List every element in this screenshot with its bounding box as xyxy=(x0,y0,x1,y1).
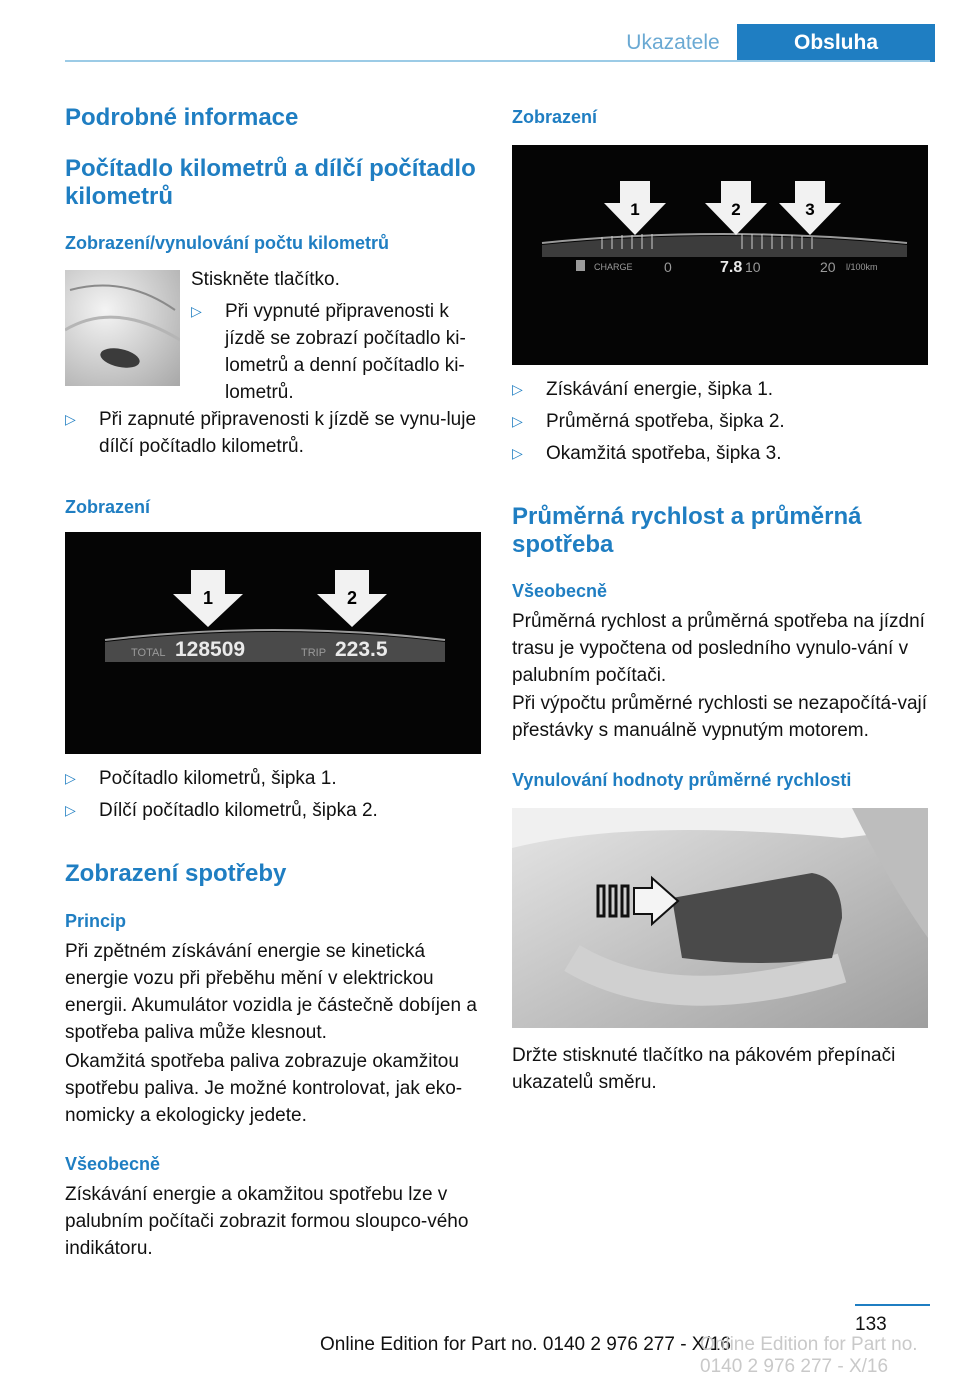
principle-text: Při zpětném získávání energie se kinetická energie vozu při přeběhu mění v elektrickou energii. Akumulátor vozidla je částečně dobíjen a spotřeba paliva může klesnout. xyxy=(65,941,477,1043)
tab-ukazatele[interactable]: Ukazatele xyxy=(626,31,720,54)
average-title: Průměrná rychlost a průměrná spotřeba xyxy=(512,503,862,558)
tab-obsluha[interactable]: Obsluha xyxy=(737,24,935,62)
reset-heading: Zobrazení/vynulování počtu kilometrů xyxy=(65,233,390,253)
fuel-pump-icon xyxy=(576,260,585,271)
odo-total-label: TOTAL xyxy=(131,647,166,659)
tick-0: 0 xyxy=(664,259,672,275)
general-heading-right: Všeobecně xyxy=(512,581,608,601)
principle-heading: Princip xyxy=(65,911,127,931)
odo-arrow-2-label: 2 xyxy=(346,588,358,608)
reset-average-heading: Vynulování hodnoty průměrné rychlosti xyxy=(512,770,852,790)
bullet-triangle-icon: ▷ xyxy=(512,445,523,461)
bullet-triangle-icon: ▷ xyxy=(512,381,523,397)
odometer-display-image xyxy=(65,532,481,754)
cons-arrow-1-label: 1 xyxy=(630,200,640,219)
bullet-ignition-off: ▷ Při vypnuté připravenosti k jízdě se zobrazí počítadlo ki-lometrů a denní počítadlo ki-lometrů. xyxy=(191,298,481,406)
bullet-triangle-icon: ▷ xyxy=(512,413,523,429)
display-heading-left: Zobrazení xyxy=(65,497,151,517)
odo-total-value: 128509 xyxy=(175,638,246,661)
bullet-instant-consumption: ▷ Okamžitá spotřeba, šipka 3. xyxy=(512,440,932,467)
subsection-title: Počítadlo kilometrů a dílčí počítadlo kilometrů xyxy=(65,155,476,210)
odo-trip-value: 223.5 xyxy=(335,638,388,661)
consumption-display-image xyxy=(512,145,928,365)
cons-arrow-2-label: 2 xyxy=(731,200,741,219)
general-text-right: Průměrná rychlost a průměrná spotřeba na jízdní trasu je vypočtena od posledního vynulo-vání v palubním počítači. xyxy=(512,611,925,686)
bullet-energy-recovery: ▷ Získávání energie, šipka 1. xyxy=(512,376,932,403)
cons-arrow-3-label: 3 xyxy=(805,200,815,219)
indicator-lever-image xyxy=(512,808,928,1028)
bullet-odometer: ▷ Počítadlo kilometrů, šipka 1. xyxy=(65,765,485,792)
tick-10: 10 xyxy=(745,259,761,275)
section-title: Podrobné informace xyxy=(65,104,299,131)
edition-text: Online Edition for Part no. 0140 2 976 277 - X/16 xyxy=(320,1334,731,1355)
bullet-trip: ▷ Dílčí počítadlo kilometrů, šipka 2. xyxy=(65,797,485,824)
header-rule xyxy=(65,60,930,62)
consumption-title: Zobrazení spotřeby xyxy=(65,860,287,887)
general-text-left: Získávání energie a okamžitou spotřebu lze v palubním počítači zobrazit formou sloupco-vého indikátoru. xyxy=(65,1184,469,1259)
bullet-triangle-icon: ▷ xyxy=(65,770,76,786)
odo-trip-label: TRIP xyxy=(301,647,327,659)
bullet-ignition-on: ▷ Při zapnuté připravenosti k jízdě se vynu-luje dílčí počítadlo kilometrů. xyxy=(65,406,485,460)
charge-label: CHARGE xyxy=(594,262,633,272)
bullet-triangle-icon: ▷ xyxy=(65,802,76,818)
bullet-triangle-icon: ▷ xyxy=(65,411,76,427)
unit-label: l/100km xyxy=(846,262,878,272)
bullet-triangle-icon: ▷ xyxy=(191,303,202,319)
bullet-average-consumption: ▷ Průměrná spotřeba, šipka 2. xyxy=(512,408,932,435)
press-button-text: Stiskněte tlačítko. xyxy=(191,269,340,290)
display-heading-right: Zobrazení xyxy=(512,107,598,127)
instant-consumption-text: Okamžitá spotřeba paliva zobrazuje okamžitou spotřebu paliva. Je možné kontrolovat, jak eko-nomicky a ekologicky jedete. xyxy=(65,1051,463,1126)
odo-arrow-1-label: 1 xyxy=(202,588,214,608)
hold-button-text: Držte stisknuté tlačítko na pákovém přepínači ukazatelů směru. xyxy=(512,1045,896,1093)
dashboard-button-image xyxy=(65,270,180,386)
calculation-text: Při výpočtu průměrné rychlosti se nezapočítá-vají přestávky s manuálně vypnutým motorem. xyxy=(512,693,928,741)
avg-consumption-value: 7.8 xyxy=(720,259,743,276)
page-number: 133 xyxy=(855,1314,887,1335)
footer-rule xyxy=(855,1304,930,1306)
tick-20: 20 xyxy=(820,259,836,275)
general-heading-left: Všeobecně xyxy=(65,1154,161,1174)
watermark-text: Online Edition for Part no. 0140 2 976 277 - X/16 xyxy=(700,1334,918,1377)
